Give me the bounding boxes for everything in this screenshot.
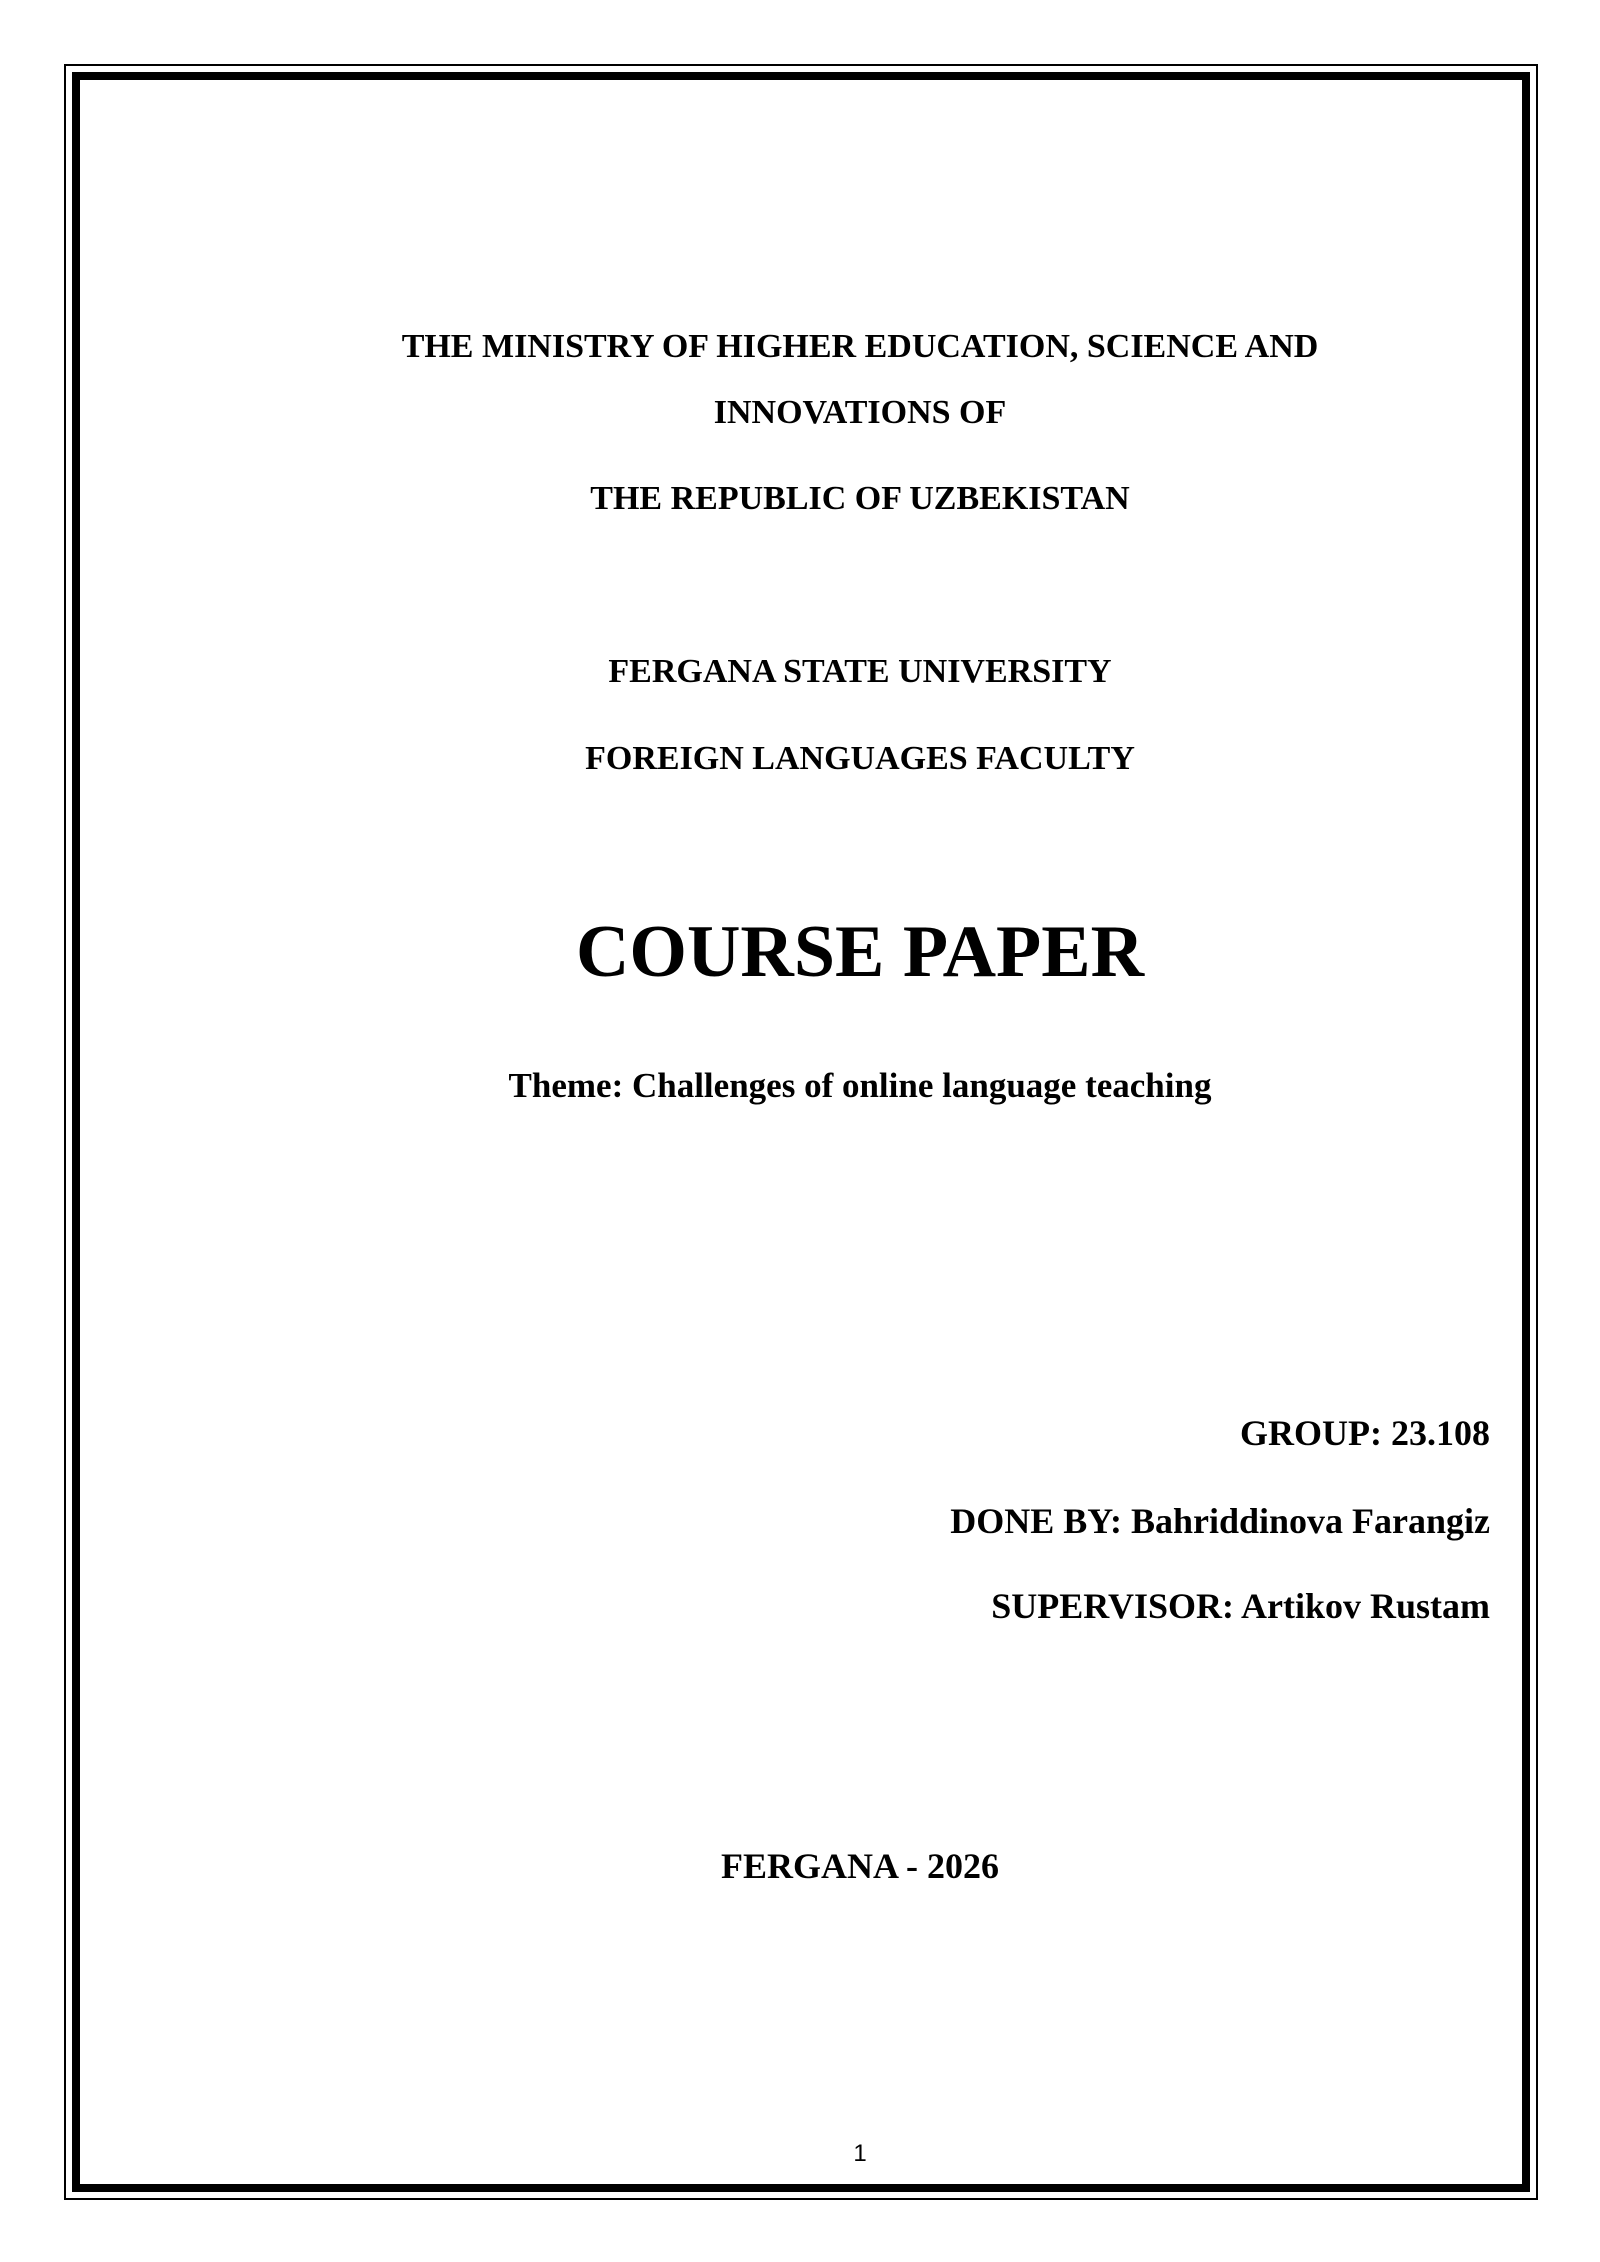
university-name: FERGANA STATE UNIVERSITY — [608, 653, 1112, 690]
group-label: GROUP: 23.108 — [1240, 1413, 1490, 1453]
page-number: 1 — [853, 2140, 867, 2167]
ministry-line-1: THE MINISTRY OF HIGHER EDUCATION, SCIENCE AND — [401, 328, 1319, 365]
supervisor-label: SUPERVISOR: Artikov Rustam — [991, 1586, 1490, 1626]
place-year: FERGANA - 2026 — [721, 1846, 999, 1886]
document-theme: Theme: Challenges of online language teaching — [508, 1066, 1212, 1105]
done-by-label: DONE BY: Bahriddinova Farangiz — [950, 1501, 1490, 1541]
document-title: COURSE PAPER — [575, 911, 1145, 993]
ministry-line-2: INNOVATIONS OF — [713, 394, 1007, 431]
faculty-name: FOREIGN LANGUAGES FACULTY — [585, 740, 1135, 777]
ministry-line-3: THE REPUBLIC OF UZBEKISTAN — [590, 480, 1130, 517]
